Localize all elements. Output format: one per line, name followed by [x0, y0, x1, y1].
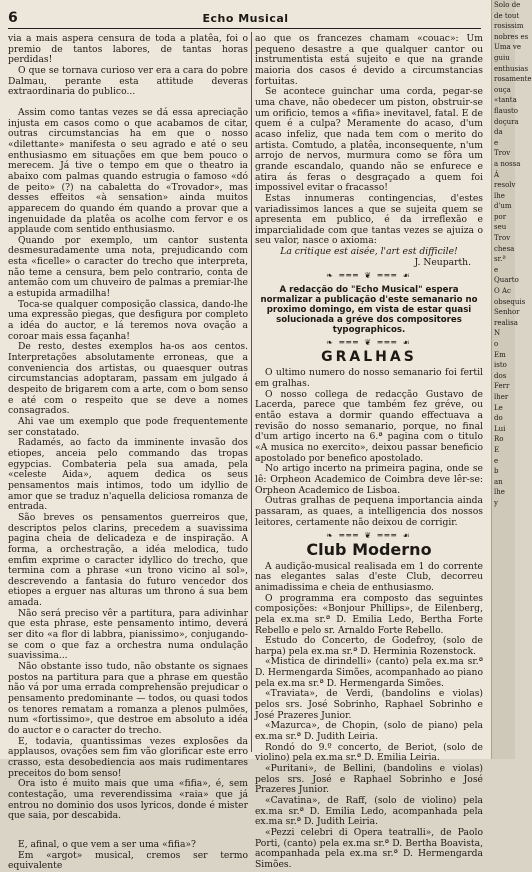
strip-text-fragment: obsequis — [494, 297, 526, 306]
strip-text-fragment: Quarto — [494, 276, 519, 285]
strip-text-fragment: E — [494, 445, 500, 454]
column-divider — [251, 32, 252, 752]
article-paragraph: Outras gralhas de pequena importancia ainda passaram, as quaes, a intelligencia dos nossos leitores, certamente não deixou de corrigir. — [255, 495, 483, 528]
program-item: Estudo do Concerto, de Godefroy, (solo de harpa) pela ex.ma sr.ª D. Herminia Rozenstock. — [255, 635, 483, 657]
strip-text-fragment: y — [494, 498, 498, 507]
article-paragraph: Quando por exemplo, um cantor sustenta desmesuradamente uma nota, prejudicando com esta «ficelle» o caracter do trecho que interpreta, não teme a censura, bem pelo contrario, conta de antemão com um chuveiro de palmas a premiar-lhe a estupida armadilha! — [8, 234, 248, 300]
article-paragraph: Em «argot» musical, cremos ser termo equivalente — [8, 849, 248, 872]
strip-text-fragment: Lui — [494, 424, 506, 433]
strip-text-fragment: sr.ª — [494, 255, 506, 264]
article-paragraph: Não será preciso vêr a partitura, para adivinhar que esta phrase, este pensamento intimo, deverá ser dito «a flor di labbra, pianissimo», conjugando-se com o que faz a orchestra numa ondulação suavissima... — [8, 607, 248, 662]
article-paragraph: Toca-se qualquer composição classica, dando-lhe uma expressão piegas, que desfigura por completo a idéa do auctor, e lá teremos nova ovação a coroar mais essa façanha! — [8, 298, 248, 342]
strip-text-fragment: guiu — [494, 53, 510, 62]
article-paragraph: O que se tornava curioso ver era a cara do pobre Dalmau, perante esta attitude deveras extraordinaria do publico... — [8, 64, 248, 98]
strip-text-fragment: Solo de — [494, 1, 521, 9]
author-signature: J. Neuparth. — [414, 256, 471, 268]
article-paragraph: No artigo incerto na primeira pagina, onde se lê: Orpheon Academico de Coimbra deve lêr-se: Orpheon Academico de Lisboa. — [255, 463, 483, 496]
article-paragraph: Ahi vae um exemplo que pode frequentemente ser constatado. — [8, 415, 248, 438]
strip-text-fragment: «tanta — [494, 96, 517, 105]
strip-text-fragment: e — [494, 456, 499, 465]
article-paragraph: Não obstante isso tudo, não obstante os signaes postos na partitura para que a phrase em questão não vá por uma errada comprehensão prejudicar o pensamento predominante — todos, ou quasi todos os tenores rematam a romanza a plenos pulmões, num «fortissimo», que destroe em absoluto a idéa do auctor e o caracter do trecho. — [8, 661, 248, 736]
article-paragraph: Assim como tantas vezes se dá essa apreciação injusta em casos como o que acabamos de citar, outras circumstancias ha em que o nosso «dilettante» manifesta o seu agrado e até o seu enthusiasmo em situações em que bem pouco o merecem. Já tive o tempo em que o theatro ia abaixo com palmas quando estrugia o famoso «dó de peito» (?) na cabaletta do «Trovador», mas desses effeitos «à sensation» ainda muitos apparecem do quando ém quando a provar que a ingenuidade da platêa os acolhe com fervor e os applaude com sentido enthusiasmo. — [8, 106, 248, 236]
section-heading-gralhas: GRALHAS — [321, 348, 417, 365]
strip-text-fragment: lhe — [494, 488, 505, 497]
strip-text-fragment: seu — [494, 223, 507, 232]
strip-text-fragment: N — [494, 329, 501, 338]
strip-text-fragment: lhe — [494, 191, 505, 200]
strip-text-fragment: an — [494, 477, 503, 486]
strip-text-fragment: dos — [494, 371, 507, 380]
strip-text-fragment: doçura — [494, 117, 519, 126]
article-paragraph: E, afinal, o que vem a ser uma «fifia»? — [18, 838, 196, 850]
strip-text-fragment: O Ac — [494, 287, 511, 296]
strip-text-fragment: Ferr — [494, 382, 510, 391]
program-item: «Traviata», de Verdi, (bandolins e violas) pelos srs. José Sobrinho, Raphael Sobrinho e José Prazeres Junior. — [255, 688, 483, 721]
article-paragraph: Ora isto é muito mais que uma «fifia», é, sem contestação, uma reverendissima «raia» que já entrou no dominio dos usos lyricos, donde é mister que saia, por descabida. — [8, 778, 248, 822]
strip-text-fragment: e — [494, 265, 499, 274]
header-rule — [8, 28, 481, 29]
editorial-notice: A redacção do "Echo Musical" espera normalizar a publicação d'este semanario no proximo domingo, em vista de estar quasi solucionada a gréve dos compositores typographicos. — [260, 285, 478, 336]
right-column — [255, 34, 483, 871]
strip-text-fragment: realisa — [494, 318, 518, 327]
strip-text-fragment: Ro — [494, 435, 504, 444]
section-heading-club: Club Moderno — [306, 539, 432, 559]
page-header — [0, 0, 491, 30]
strip-text-fragment: o — [494, 340, 499, 348]
strip-text-fragment: isto — [494, 361, 507, 370]
program-item: Rondó do 9.º concerto, de Beriot, (solo de violino) pela ex.ma sr.ª D. Emilia Leiria. — [255, 741, 483, 764]
article-paragraph: Estas innumeras contingencias, d'estes variadissimos lances a que se sujeita quem se apresenta em publico, é da irreflexão e imparcialidade com que tantas vezes se ajuiza o seu valor, nasce o axioma: — [255, 192, 483, 247]
ornament-divider: ❧ ═══ ❦ ═══ ☙ — [326, 338, 412, 348]
program-item: «Pezzi celebri di Opera teatralli», de Paolo Porti, (canto) pela ex.ma sr.ª D. Bertha Boavista, acompanhada pela ex.ma sr.ª D. Hermengarda Simões. — [255, 826, 483, 870]
strip-text-fragment: chesa — [494, 244, 515, 253]
strip-text-fragment: Le — [494, 403, 503, 412]
strip-text-fragment: rosamente — [494, 75, 532, 84]
article-paragraph: A audição-musical realisada em 1 do corrente nas elegantes salas d'este Club, decorreu animadissima e cheia de enthusiasmo. — [255, 560, 483, 593]
program-item: «Mazurca», de Chopin, (solo de piano) pela ex.ma sr.ª D. Judith Leiria. — [255, 720, 483, 743]
adjacent-page-strip — [491, 0, 532, 759]
strip-text-fragment: flausto — [494, 106, 518, 115]
strip-text-fragment: lher — [494, 392, 509, 401]
program-item: «Cavatina», de Raff, (solo de violino) pela ex.ma sr.ª D. Emilia Ledo, acompanhada pela ex.ma sr.ª D. Judith Leiria. — [255, 795, 483, 828]
strip-text-fragment: de tout — [494, 11, 520, 20]
strip-text-fragment: Trov — [494, 149, 511, 158]
strip-text-fragment: Á — [494, 170, 500, 179]
strip-text-fragment: ouça — [494, 85, 511, 94]
article-paragraph: São breves os pensamentos guerreiros que, descriptos pelos clarins, precedem a suavissima pagina cheia de delicadeza e de inspiração. A forma, a orchestração, a idéa melodica, tudo emfim exprime o caracter idyllico do trecho, que termina com a phrase «un trono vicino al sol», descrevendo a fantasia do futuro vencedor dos etiopes a erguer nas alturas um throno á sua bem amada. — [8, 511, 248, 609]
strip-text-fragment: nobres es — [494, 32, 529, 41]
strip-text-fragment: Trov — [494, 234, 511, 243]
page-number: 6 — [8, 10, 18, 26]
strip-text-fragment: enthusias — [494, 64, 529, 73]
article-paragraph: ao que os francezes chamam «couac»: Um pequeno desastre a que qualquer cantor ou instrumentista está sujeito e que na grande maioria dos casos é devido a circumstancias fortuitas. — [255, 33, 483, 87]
strip-text-fragment: Senhor — [494, 308, 520, 317]
strip-text-fragment: Em — [494, 350, 506, 359]
strip-text-fragment: e — [494, 138, 499, 147]
program-item: «Mistica de dirindelli» (canto) pela ex.ma sr.ª D. Hermengarda Simões, acompanhado ao piano pela ex.ma sr.ª D. Hermengarda Simões. — [255, 656, 483, 689]
article-paragraph: Se acontece guinchar uma corda, pegar-se uma chave, não obedecer um piston, obstruir-se um orificio, temos a «fifia» inevitavel, fatal. E de quem é a culpa? Meramente do acaso, d'um acaso infeliz, que nada tem com o merito do artista. Comtudo, a platêa, inconsequente, n'um arrojo de nervos, murmura como se fôra um grande escandalo, quando não se enfurece e atira ás feras o desgraçado a quem foi impossivel evitar o fracasso! — [255, 86, 483, 194]
strip-text-fragment: rosissim — [494, 22, 524, 31]
left-column — [8, 34, 248, 872]
strip-text-fragment: d'um — [494, 202, 512, 211]
strip-text-fragment: por — [494, 212, 507, 221]
article-paragraph: De resto, destes exemplos ha-os aos centos. Interpretações absolutamente erroneas, que a conveniencia dos artistas, ou quaesquer outras circumstancias adoptaram, passam em julgado á despeito de brigarem com a arte, com o bom senso e até com o respeito que se deve a nomes consagrados. — [8, 341, 248, 417]
strip-text-fragment: do — [494, 414, 503, 423]
article-paragraph: O nosso collega de redacção Gustavo de Lacerda, parece que também fez gréve, ou então estava a dormir quando effectuava a revisão do nosso semanario, porque, no final d'um artigo incerto na 6.ª pagina com o titulo «A musica no exercito», deixou passar beneficio apostolado por benefico apostolado. — [255, 388, 483, 464]
program-item: «Puritani», de Bellini, (bandolins e violas) pelos srs. José e Raphael Sobrinho e José Prazeres Junior. — [255, 763, 483, 796]
strip-text-fragment: b — [494, 467, 499, 476]
ornament-divider: ❧ ═══ ❦ ═══ ☙ — [326, 271, 412, 281]
strip-text-fragment: Uma ve — [494, 43, 522, 52]
strip-text-fragment: a nossa — [494, 159, 521, 168]
ornament-divider: ❧ ═══ ❦ ═══ ☙ — [326, 531, 412, 541]
article-paragraph: E, todavia, quantissimas vezes explosões da applausos, ovações sem fim vão glorificar este erro crasso, esta desobediencia aos mais rudimentares preceitos do bom senso! — [8, 735, 248, 779]
article-paragraph: O programma era composto das seguintes composições: «Bonjour Phillips», de Eilenberg, pela ex.ma sr.ª D. Emilia Ledo, Bertha Forte Rebello e pelo sr. Arnaldo Forte Rebello. — [255, 592, 483, 636]
closing-quote: La critique est aisée, l'art est difficile! — [280, 246, 458, 258]
article-paragraph: via a mais aspera censura de toda a platêa, foi o premio de tantos labores, de tantas horas perdidas! — [8, 33, 248, 66]
article-paragraph: Radamés, ao facto da imminente invasão dos etiopes, anceia pelo commando das tropas egypcias. Combateria pela sua amada, pela «celeste Aida», aquem dedica os seus pensamentos mais intimos, todo um idyllio de amor que se traduz n'aquella deliciosa romanza de entrada. — [8, 437, 248, 513]
article-paragraph: O ultimo numero do nosso semanario foi fertil em gralhas. — [255, 367, 483, 390]
strip-text-fragment: resolv — [494, 181, 516, 190]
publication-title: Echo Musical — [202, 12, 289, 25]
strip-text-fragment: da — [494, 128, 503, 137]
